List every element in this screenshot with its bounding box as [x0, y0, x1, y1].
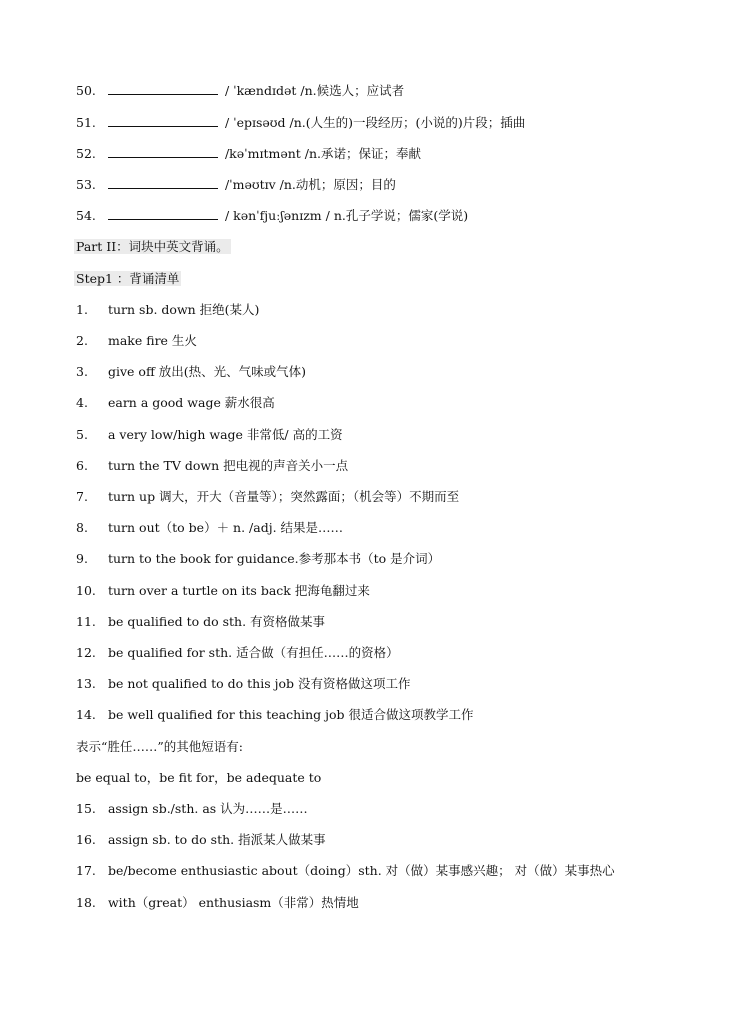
item-number: 4.: [76, 395, 88, 410]
part2-heading: Part II：词块中英文背诵。: [76, 239, 229, 254]
phrase-text: turn sb. down 拒绝(某人): [107, 302, 260, 317]
item-number: 14.: [76, 707, 96, 722]
item-number: 53.: [76, 177, 96, 192]
phrase-item: [76, 393, 275, 413]
item-number: 11.: [76, 614, 96, 629]
vocab-definition: / kənˈfjuːʃənɪzm / n.孔子学说；儒家(学说): [224, 208, 469, 223]
phrase-text: be qualified for sth. 适合做（有担任……的资格）: [107, 645, 399, 660]
vocab-item-50: [76, 81, 404, 101]
item-number: 13.: [76, 676, 96, 691]
part2-heading-row: [76, 237, 231, 257]
phrase-item: [76, 861, 615, 881]
item-number: 9.: [76, 551, 88, 566]
phrase-text: turn over a turtle on its back 把海龟翻过来: [107, 583, 370, 598]
phrase-item: [76, 705, 474, 725]
phrase-text: give off 放出(热、光、气味或气体): [107, 364, 307, 379]
phrase-text: turn up 调大，开大（音量等）；突然露面；（机会等）不期而至: [107, 489, 460, 504]
vocab-definition: / ˈkændɪdət /n.候选人；应试者: [224, 83, 405, 98]
vocab-item-51: [76, 113, 525, 133]
phrase-text: assign sb./sth. as 认为……是……: [107, 801, 308, 816]
vocab-item-54: [76, 206, 468, 226]
phrase-item: [76, 612, 325, 632]
phrase-item: [76, 300, 259, 320]
phrase-item: [76, 425, 343, 445]
item-number: 7.: [76, 489, 88, 504]
fill-in-blank[interactable]: [108, 113, 218, 127]
item-number: 1.: [76, 302, 88, 317]
phrase-item: [76, 487, 459, 507]
phrase-item: [76, 581, 370, 601]
vocab-definition: / ˈepɪsəʊd /n.(人生的)一段经历；(小说的)片段；插曲: [224, 115, 526, 130]
item-number: 16.: [76, 832, 96, 847]
item-number: 52.: [76, 146, 96, 161]
item-number: 15.: [76, 801, 96, 816]
phrase-item: [76, 643, 399, 663]
item-number: 6.: [76, 458, 88, 473]
note-phrases-line: [76, 768, 321, 788]
fill-in-blank[interactable]: [108, 144, 218, 158]
item-number: 12.: [76, 645, 96, 660]
phrase-text: turn the TV down 把电视的声音关小一点: [107, 458, 349, 473]
fill-in-blank[interactable]: [108, 81, 218, 95]
phrase-text: earn a good wage 薪水很高: [107, 395, 275, 410]
phrase-text: be qualified to do sth. 有资格做某事: [107, 614, 326, 629]
phrase-item: [76, 893, 359, 913]
phrase-text: be/become enthusiastic about（doing）sth. 对（做）某事感兴趣； 对（做）某事热心: [107, 863, 615, 878]
phrase-item: [76, 456, 348, 476]
phrase-text: turn out（to be）＋ n. /adj. 结果是……: [107, 520, 344, 535]
item-number: 2.: [76, 333, 88, 348]
item-number: 10.: [76, 583, 96, 598]
note-line: [76, 737, 243, 757]
note-text: 表示“胜任……”的其他短语有:: [76, 739, 243, 754]
phrase-text: with（great） enthusiasm（非常）热情地: [107, 895, 359, 910]
step1-heading-row: [76, 269, 181, 289]
item-number: 51.: [76, 115, 96, 130]
phrase-text: assign sb. to do sth. 指派某人做某事: [107, 832, 326, 847]
vocab-item-52: [76, 144, 421, 164]
item-number: 5.: [76, 427, 88, 442]
vocab-definition: /ˈməʊtɪv /n.动机；原因；目的: [224, 177, 396, 192]
phrase-text: be well qualified for this teaching job 很适合做这项教学工作: [107, 707, 474, 722]
item-number: 50.: [76, 83, 96, 98]
phrase-text: turn to the book for guidance.参考那本书（to 是介词）: [107, 551, 441, 566]
item-number: 3.: [76, 364, 88, 379]
phrase-item: [76, 674, 411, 694]
phrase-text: be not qualified to do this job 没有资格做这项工作: [107, 676, 411, 691]
phrase-text: a very low/high wage 非常低/ 高的工资: [107, 427, 343, 442]
item-number: 18.: [76, 895, 96, 910]
item-number: 17.: [76, 863, 96, 878]
vocab-definition: /kəˈmɪtmənt /n.承诺；保证；奉献: [224, 146, 421, 161]
step1-heading: Step1 ：背诵清单: [76, 271, 180, 286]
phrase-item: [76, 830, 326, 850]
phrase-item: [76, 331, 197, 351]
item-number: 54.: [76, 208, 96, 223]
vocab-item-53: [76, 175, 396, 195]
item-number: 8.: [76, 520, 88, 535]
note-phrases: be equal to，be fit for，be adequate to: [76, 770, 322, 785]
fill-in-blank[interactable]: [108, 206, 218, 220]
phrase-item: [76, 518, 343, 538]
phrase-text: make fire 生火: [107, 333, 197, 348]
phrase-item: [76, 799, 308, 819]
phrase-item: [76, 549, 440, 569]
fill-in-blank[interactable]: [108, 175, 218, 189]
phrase-item: [76, 362, 306, 382]
